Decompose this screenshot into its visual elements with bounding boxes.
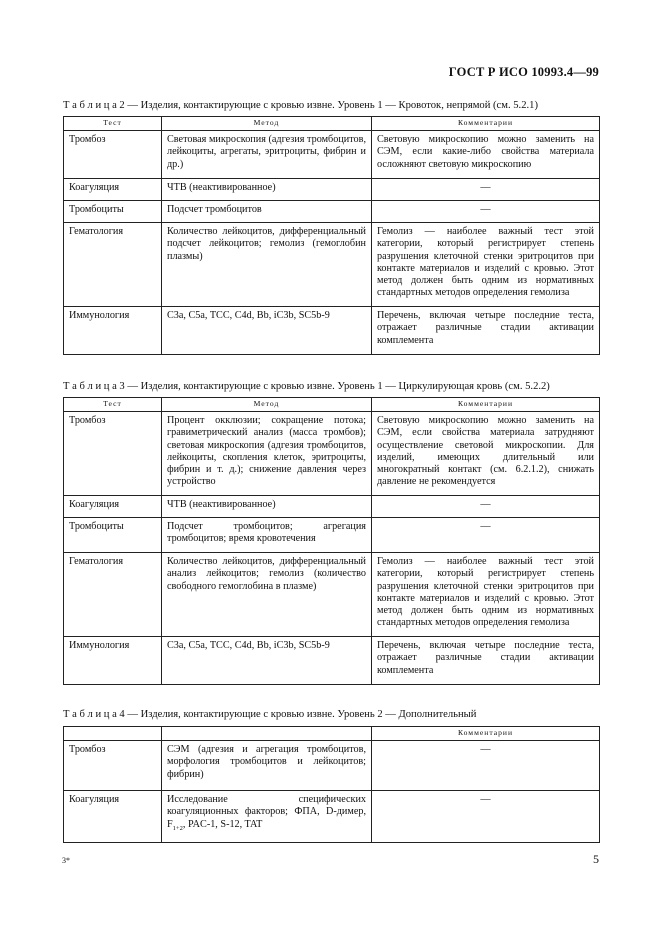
table-3 — [63, 397, 600, 685]
cell-test: Иммунология — [64, 307, 162, 355]
table-row — [64, 637, 600, 685]
column-header-method: Метод — [162, 117, 372, 131]
cell-method: C3a, C5a, TCC, C4d, Bb, iC3b, SC5b-9 — [162, 637, 372, 685]
document-header: ГОСТ Р ИСО 10993.4—99 — [448, 65, 599, 79]
table-4-caption: Т а б л и ц а 4 — Изделия, контактирующие с кровью извне. Уровень 2 — Дополнительный — [63, 709, 477, 720]
column-header-comments: Комментарии — [372, 727, 600, 741]
column-header-comments: Комментарии — [372, 398, 600, 412]
page-number: 5 — [593, 852, 599, 866]
table-4 — [63, 726, 600, 843]
cell-comment: — — [372, 791, 600, 843]
table-3-caption: Т а б л и ц а 3 — Изделия, контактирующие с кровью извне. Уровень 1 — Циркулирующая кровь (см. 5.2.2) — [63, 381, 550, 392]
table-row — [64, 518, 600, 553]
table-row — [64, 131, 600, 179]
cell-comment: Световую микроскопию можно заменить на СЭМ, если свойства материала затрудняют осуществление световой микроскопии. Для изделий, имеющих длительный или многократный контакт (см. 6.2.1.2), снижать давление не рекомендуется — [372, 412, 600, 496]
cell-method: Подсчет тромбоцитов — [162, 201, 372, 223]
cell-comment: — — [372, 496, 600, 518]
cell-comment: — — [372, 201, 600, 223]
column-header-method — [162, 727, 372, 741]
cell-test: Тромбоз — [64, 131, 162, 179]
table-row — [64, 223, 600, 307]
cell-method — [162, 791, 372, 843]
cell-comment: Перечень, включая четыре последние теста, отражает различные стадии активации комплемента — [372, 637, 600, 685]
table-row — [64, 496, 600, 518]
method-text-tail: , PAC-1, S-12, TAT — [182, 818, 263, 830]
table-header-row — [64, 398, 600, 412]
cell-method: СЭМ (адгезия и агрегация тромбоцитов, морфология тромбоцитов и лейкоцитов; фибрин) — [162, 741, 372, 791]
cell-test: Иммунология — [64, 637, 162, 685]
cell-comment: — — [372, 741, 600, 791]
cell-method: Подсчет тромбоцитов; агрегация тромбоцитов; время кровотечения — [162, 518, 372, 553]
column-header-comments: Комментарии — [372, 117, 600, 131]
cell-comment: — — [372, 179, 600, 201]
cell-test: Тромбоциты — [64, 518, 162, 553]
cell-comment: Гемолиз — наиболее важный тест этой категории, который регистрирует степень разрушения клеточной стенки эритроцитов при контакте материалов и изделий с кровью. Этот метод должен быть одним из нормативных стандартных методов определения гемолиза — [372, 553, 600, 637]
table-row — [64, 791, 600, 843]
cell-test: Коагуляция — [64, 179, 162, 201]
cell-test: Коагуляция — [64, 496, 162, 518]
cell-comment: Гемолиз — наиболее важный тест этой категории, который регистрирует степень разрушения клеточной стенки эритроцитов при контакте материалов и изделий с кровью. Этот метод должен быть одним из нормативных стандартных методов определения гемолиза — [372, 223, 600, 307]
table-row — [64, 741, 600, 791]
table-header-row — [64, 727, 600, 741]
cell-comment: Световую микроскопию можно заменить на СЭМ, если какие-либо свойства материала осложняют световую микроскопию — [372, 131, 600, 179]
method-text: Исследование специфических коагуляционных факторов; ФПА, D-димер, F — [167, 794, 366, 830]
cell-method: Количество лейкоцитов, дифференциальный подсчет лейкоцитов; гемолиз (гемоглобин плазмы) — [162, 223, 372, 307]
table-row — [64, 201, 600, 223]
table-2 — [63, 116, 600, 355]
cell-method: C3a, C5a, TCC, C4d, Bb, iC3b, SC5b-9 — [162, 307, 372, 355]
cell-method: Процент окклюзии; сокращение потока; гравиметрический анализ (масса тромбов); световая микроскопия (адгезия тромбоцитов, лейкоциты, скопления клеток, эритроциты, фибрин и т. д.); снижение давления через устройство — [162, 412, 372, 496]
cell-method: ЧТВ (неактивированное) — [162, 179, 372, 201]
cell-comment: — — [372, 518, 600, 553]
cell-test: Тромбоз — [64, 412, 162, 496]
cell-test: Коагуляция — [64, 791, 162, 843]
cell-test: Тромбоциты — [64, 201, 162, 223]
table-row — [64, 307, 600, 355]
cell-test: Гематология — [64, 553, 162, 637]
column-header-test: Тест — [64, 117, 162, 131]
subscript: 1+2 — [172, 824, 183, 832]
footer-mark: 3* — [62, 856, 70, 865]
cell-method: ЧТВ (неактивированное) — [162, 496, 372, 518]
column-header-test: Тест — [64, 398, 162, 412]
cell-comment: Перечень, включая четыре последние теста, отражает различные стадии активации комплемента — [372, 307, 600, 355]
cell-method: Световая микроскопия (адгезия тромбоцитов, лейкоциты, агрегаты, эритроциты, фибрин и др.) — [162, 131, 372, 179]
cell-test: Тромбоз — [64, 741, 162, 791]
table-row — [64, 179, 600, 201]
table-row — [64, 412, 600, 496]
table-header-row — [64, 117, 600, 131]
column-header-method: Метод — [162, 398, 372, 412]
cell-method: Количество лейкоцитов, дифференциальный анализ лейкоцитов; гемолиз (количество свободного гемоглобина в плазме) — [162, 553, 372, 637]
column-header-test — [64, 727, 162, 741]
table-2-caption: Т а б л и ц а 2 — Изделия, контактирующие с кровью извне. Уровень 1 — Кровоток, непрямой (см. 5.2.1) — [63, 100, 538, 111]
table-row — [64, 553, 600, 637]
cell-test: Гематология — [64, 223, 162, 307]
